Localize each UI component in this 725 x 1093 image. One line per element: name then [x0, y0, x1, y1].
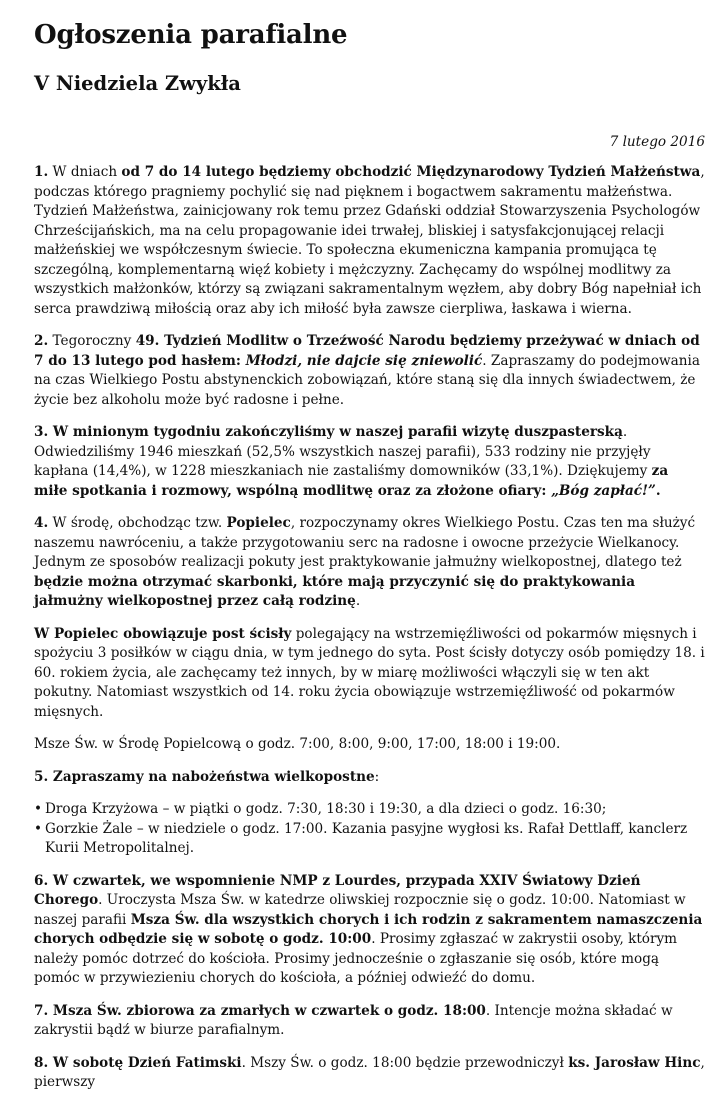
bold-text: 7. Msza Św. zbiorowa za zmarłych w czwartek o godz. 18:00	[34, 1002, 486, 1019]
text-run: .	[355, 593, 361, 609]
bold-text: 3. W minionym tygodniu zakończyliśmy w naszej parafii wizytę duszpasterską	[34, 424, 623, 440]
text-run: . Intencje można składać w zakrystii bądź w biurze parafialnym.	[34, 1002, 673, 1038]
text-run: . Zapraszamy do podejmowania na czas Wielkiego Postu abstynenckich zobowiązań, które staną się dla innych świadectwem, że życie bez alkoholu może być radosne i pełne.	[34, 352, 700, 408]
announcement-number: 1.	[34, 164, 49, 180]
bold-text: 49. Tydzień Modlitw o Trzeźwość Narodu będziemy przeżywać w dniach od 7 do 13 lutego pod hasłem:	[34, 333, 700, 369]
bold-text: 6. W czwartek, we wspomnienie NMP z Lourdes, przypada XXIV Światowy Dzień Chorego	[34, 872, 641, 908]
bullet-icon: •	[34, 820, 43, 837]
list-item-text: Gorzkie Żale – w niedziele o godz. 17:00. Kazania pasyjne wygłosi ks. Rafał Dettlaff, kanclerz Kurii Metropolitalnej.	[45, 820, 688, 856]
bold-text: W Popielec obowiązuje post ścisły	[34, 625, 292, 642]
bullet-icon: •	[34, 801, 43, 817]
page-title: Ogłoszenia parafialne	[34, 20, 348, 50]
text-run: . Prosimy zgłaszać w zakrystii osoby, którym należy pomóc dotrzeć do kościoła. Prosimy jednocześnie o zgłaszanie się osób, które mogą pomóc w przywiezieniu chorych do kościoła, a później odwieźć do domu.	[34, 931, 678, 986]
mass-times-paragraph: Msze Św. w Środę Popielcową o godz. 7:00, 8:00, 9:00, 17:00, 18:00 i 19:00.	[34, 736, 561, 752]
announcement-4	[34, 514, 705, 612]
announcement-8	[34, 1054, 705, 1093]
bold-text: ks. Jarosław Hinc	[568, 1054, 701, 1071]
text-run: W dniach	[48, 164, 122, 180]
text-run: :	[374, 768, 380, 785]
list-item	[34, 800, 705, 820]
bold-italic-text: Młodzi, nie dajcie się zniewolić	[245, 352, 483, 369]
text-run: . Uroczysta Msza Św. w katedrze oliwskiej rozpocznie się o godz. 10:00. Natomiast w naszej parafii	[34, 892, 686, 928]
page-subtitle: V Niedziela Zwykła	[34, 72, 241, 95]
text-run: . Mszy Św. o godz. 18:00 będzie przewodniczył	[241, 1054, 569, 1071]
text-run: , rozpoczynamy okres Wielkiego Postu. Czas ten ma służyć naszemu nawróceniu, a także przygotowaniu serc na radosne i owocne przeżycie Wielkanocy. Jednym ze sposobów realizacji pokuty jest praktykowanie jałmużny wielkopostnej, dlatego też	[34, 515, 696, 570]
text-run: polegający na wstrzemięźliwości od pokarmów mięsnych i spożyciu 3 posiłków w ciągu dnia, w tym jednego do syta. Post ścisły dotyczy osób pomiędzy 18. i 60. rokiem życia, ale zachęcamy też innych, by w miarę możliwości włączyli się w ten akt pokutny. Natomiast wszystkich od 14. roku życia obowiązuje wstrzemięźliwość od pokarmów mięsnych.	[34, 625, 705, 720]
announcement-6	[34, 872, 705, 989]
bold-text: za miłe spotkania i rozmowy, wspólną modlitwę oraz za złożone ofiary:	[34, 463, 669, 499]
announcement-7	[34, 1002, 705, 1041]
bold-text: Popielec	[226, 515, 291, 531]
announcement-3	[34, 423, 705, 501]
text-run: Tegoroczny	[48, 333, 136, 349]
text-run: , podczas którego pragniemy pochylić się nad pięknem i bogactwem sakramentu małżeństwa. Tydzień Małżeństwa, zainicjowany rok temu przez Gdański oddział Stowarzyszenia Psychologów Chrześcijańskich, ma na celu propagowanie idei trwałej, bliskiej i satysfakcjonującej relacji małżeńskiej we współczesnym świecie. To społeczna ekumeniczna kampania promująca tę szczególną, komplementarną więź kobiety i mężczyzny. Zachęcamy do wspólnej modlitwy za wszystkich małżonków, którzy są związani sakramentalnym węzłem, aby dobry Bóg napełniał ich serca prawdziwą miłością oraz aby ich miłość była zawsze cierpliwa, łaskawa i wierna.	[34, 164, 705, 317]
bold-text: od 7 do 14 lutego będziemy obchodzić Międzynarodowy Tydzień Małżeństwa	[121, 164, 701, 180]
text-run: W środę, obchodząc tzw.	[48, 515, 227, 531]
bold-text: będzie można otrzymać skarbonki, które mają przyczynić się do praktykowania jałmużny wielkopostnej przez całą rodzinę	[34, 573, 636, 609]
announcement-2	[34, 332, 705, 410]
text-run: . Odwiedziliśmy 1946 mieszkań (52,5% wszystkich naszej parafii), 533 rodziny nie przyjęły kapłana (14,4%), w 1228 mieszkaniach nie zastaliśmy domowników (33,1%). Dziękujemy	[34, 424, 652, 479]
announcement-5	[34, 768, 705, 788]
announcement-date: 7 lutego 2016	[609, 134, 705, 150]
bold-italic-text: „Bóg zapłać!”	[551, 482, 656, 499]
announcement-1	[34, 163, 705, 319]
lent-services-list	[34, 800, 705, 859]
text-run: , pierwszy	[34, 1054, 705, 1090]
announcement-number: 2.	[34, 333, 49, 349]
fasting-paragraph	[34, 625, 705, 723]
bold-text: 8. W sobotę Dzień Fatimski	[34, 1054, 242, 1071]
bold-text: 5. Zapraszamy na nabożeństwa wielkopostne	[34, 768, 375, 785]
bold-text: .	[655, 482, 661, 499]
list-item	[34, 820, 705, 859]
list-item-text: Droga Krzyżowa – w piątki o godz. 7:30, 18:30 i 19:30, a dla dzieci o godz. 16:30;	[45, 801, 607, 817]
announcement-number: 4.	[34, 515, 49, 531]
bold-text: Msza Św. dla wszystkich chorych i ich rodzin z sakramentem namaszczenia chorych odbędzie się w sobotę o godz. 10:00	[34, 911, 703, 947]
